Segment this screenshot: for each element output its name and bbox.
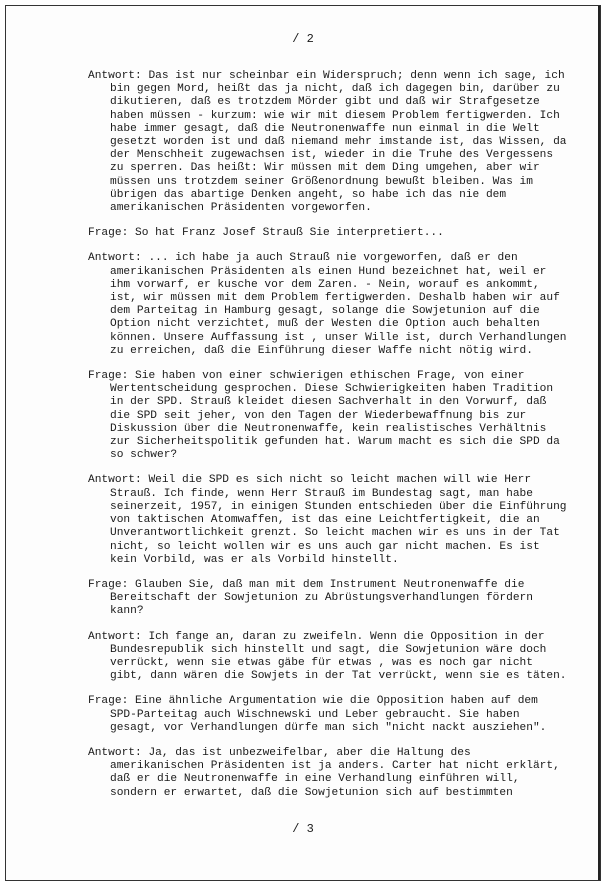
answer-block [88, 631, 568, 684]
question-block [88, 579, 568, 619]
speaker-label: Antwort: [88, 70, 142, 82]
page-marker-top: / 2 [292, 32, 314, 46]
speaker-label: Antwort: [88, 746, 142, 759]
answer-block [88, 747, 568, 800]
answer-block [88, 474, 568, 566]
speaker-label: Antwort: [88, 630, 142, 643]
block-text: Sie haben von einer schwierigen ethischen Frage, von einer Wertentscheidung gesprochen. Diese Schwierigkeiten haben Tradition in der SPD. Strauß kleidet diesen Sachverhalt in den Vorwurf, daß die SPD seit jeher, von den Tagen der Wiederbewaffnung bis zur Diskussion über die Neutronenwaffe, kein realistisches Verhältnis zur Sicherheitspolitik gefunden hat. Warum macht es sich die SPD da so schwer? [110, 370, 560, 462]
block-text: Ich fange an, daran zu zweifeln. Wenn die Opposition in der Bundesrepublik sich hinstellt und sagt, die Sowjetunion wäre doch verrückt, wenn sie etwas gäbe für etwas , was es noch gar nicht gibt, dann wären die Sowjets in der Tat verrückt, wenn sie es täten. [110, 630, 567, 683]
question-block [88, 695, 568, 735]
block-text: Glauben Sie, daß man mit dem Instrument Neutronenwaffe die Bereitschaft der Sowjetunion zu Abrüstungsverhandlungen fördern kann? [110, 578, 533, 618]
block-text: So hat Franz Josef Strauß Sie interpretiert... [135, 227, 444, 240]
question-block [88, 370, 568, 462]
block-text: Ja, das ist unbezweifelbar, aber die Haltung des amerikanischen Präsidenten ist ja anders. Carter hat nicht erklärt, daß er die Neutronenwaffe in eine Verhandlung einführen will, sondern er erwartet, daß die Sowjetunion sich auf bestimmten [110, 746, 560, 799]
block-text: Weil die SPD es sich nicht so leicht machen will wie Herr Strauß. Ich finde, wenn Herr Strauß im Bundestag sagt, man habe seinerzeit, 1957, in einigen Stunden entschieden über die Einführung von taktischen Atomwaffen, ist das eine Leichtfertigkeit, die an Unverantwortlichkeit grenzt. So leicht machen wir es uns in der Tat nicht, so leicht wollen wir es uns auch gar nicht machen. Es ist kein Vorbild, was er als Vorbild hinstellt. [110, 474, 567, 566]
speaker-label: Frage: [88, 578, 129, 591]
speaker-label: Antwort: [88, 474, 142, 487]
scan-edge [598, 6, 601, 880]
speaker-label: Frage: [88, 227, 129, 240]
speaker-label: Antwort: [88, 252, 142, 265]
block-text: Eine ähnliche Argumentation wie die Opposition haben auf dem SPD-Parteitag auch Wischnewski und Leber gebraucht. Sie haben gesagt, vor Verhandlungen dürfe man sich "nicht nackt ausziehen". [110, 695, 547, 734]
block-text: Das ist nur scheinbar ein Widerspruch; denn wenn ich sage, ich bin gegen Mord, heißt das ja nicht, daß ich dagegen bin, darüber zu dikutieren, daß es trotzdem Mörder gibt und daß wir Strafgesetze haben müssen - kurzum: wie wir mit diesem Problem fertigwerden. Ich habe immer gesagt, daß die Neutronenwaffe nun einmal in die Welt gesetzt worden ist und daß niemand mehr imstande ist, das Wissen, da der Menschheit zugewachsen ist, wieder in die Truhe des Vergessens zu sperren. Das heißt: Wir müssen mit dem Ding umgehen, aber wir müssen uns trotzdem seiner Größenordnung bewußt bleiben. Was im übrigen das abartige Denken angeht, so habe ich das nie dem amerikanischen Präsidenten vorgeworfen. [110, 70, 567, 215]
speaker-label: Frage: [88, 695, 129, 708]
answer-block [88, 70, 568, 215]
question-block [88, 227, 568, 240]
speaker-label: Frage: [88, 370, 129, 383]
block-text: ... ich habe ja auch Strauß nie vorgeworfen, daß er den amerikanischen Präsidenten als einen Hund bezeichnet hat, weil er ihm vorwarf, er kusche vor dem Zaren. - Nein, worauf es ankommt, ist, wir müssen mit dem Problem fertigwerden. Deshalb haben wir auf dem Parteitag in Hamburg gesagt, solange die Sowjetunion auf die Option nicht verzichtet, muß der Westen die Option auch behalten können. Unsere Auffassung ist , unser Wille ist, durch Verhandlungen zu erreichen, daß die Einführung dieser Waffe nicht nötig wird. [110, 252, 567, 357]
interview-text [88, 70, 568, 812]
page-marker-bottom: / 3 [292, 822, 314, 836]
answer-block [88, 252, 568, 358]
document-page [5, 5, 601, 881]
